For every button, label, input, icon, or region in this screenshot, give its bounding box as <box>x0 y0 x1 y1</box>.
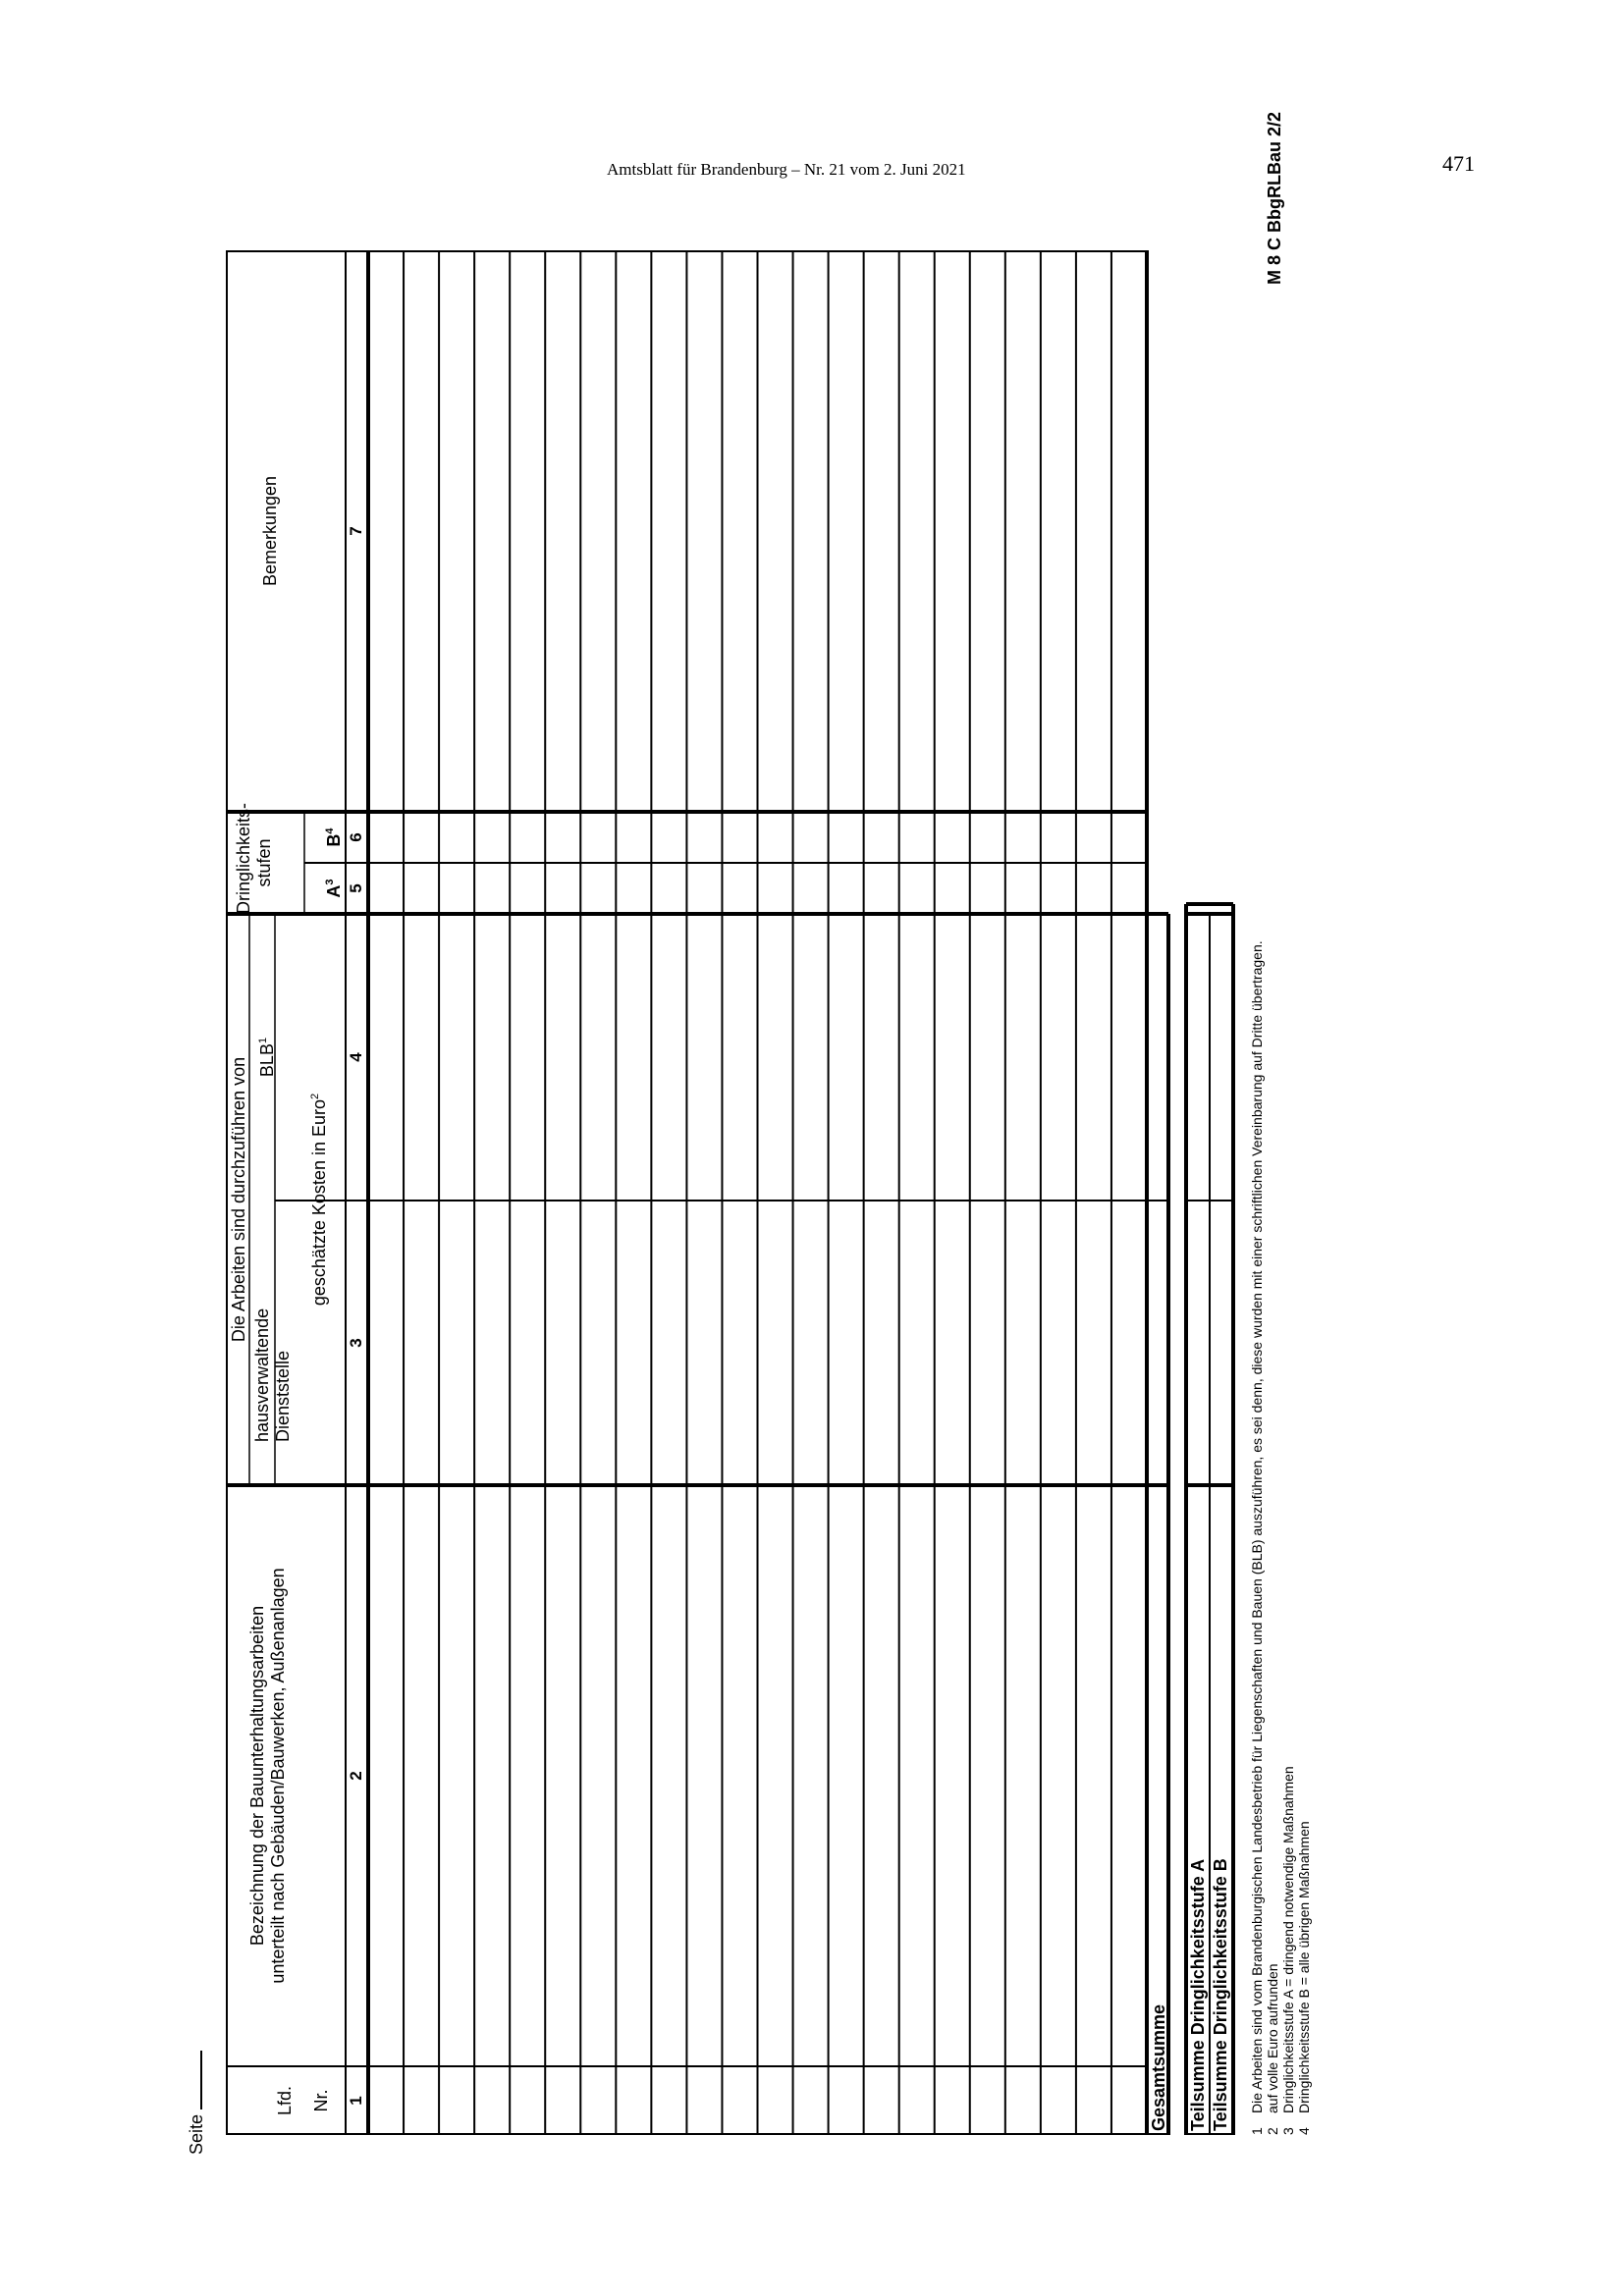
col-number-6: 6 <box>347 832 365 842</box>
col-number-7: 7 <box>347 526 365 536</box>
col-number-1: 1 <box>347 2096 365 2106</box>
col-number-5: 5 <box>347 883 365 893</box>
col-stufe-b-label: $B^4$ <box>324 828 344 847</box>
col-bemerkungen-label: Bemerkungen <box>260 475 280 587</box>
col-blb-label: BLB$^1$ <box>257 1037 277 1078</box>
col-number-2: 2 <box>347 1771 365 1781</box>
form-grid <box>226 250 1286 2135</box>
page-number: 471 <box>1442 151 1475 176</box>
col-bezeichnung-label: Bezeichnung der Bauunterhaltungsarbeiten unterteilt nach Gebäuden/Bauwerken, Außenanlagen <box>247 1568 288 1984</box>
footnote-2: 2auf volle Euro aufrunden <box>1265 1963 1281 2135</box>
col-kosten-label: geschätzte Kosten in Euro$^2$ <box>309 1093 329 1307</box>
side-label-wrap <box>1265 112 1285 285</box>
col-stufe-a-label: $A^3$ <box>324 879 344 898</box>
side-label: M 8 C BbgRLBau 2/2 <box>1265 111 1284 285</box>
col-number-3: 3 <box>347 1338 365 1348</box>
seite-blank <box>200 2051 202 2109</box>
teilsumme-b-label: Teilsumme Dringlichkeitsstufe B <box>1211 1858 1230 2131</box>
col-arbeiten-header: Die Arbeiten sind durchzuführen von <box>229 1056 248 1343</box>
gesamtsumme-label: Gesamtsumme <box>1149 2003 1168 2131</box>
header-title: Amtsblatt für Brandenburg – Nr. 21 vom 2. Juni 2021 <box>607 160 966 179</box>
col-lfd-label: Lfd. Nr. <box>275 2085 331 2116</box>
footnote-4: 4Dringlichkeitsstufe B = alle übrigen Maßnahmen <box>1296 1821 1313 2135</box>
teilsumme-a-label: Teilsumme Dringlichkeitsstufe A <box>1188 1858 1208 2131</box>
seite-label: Seite <box>187 2051 207 2155</box>
col-hausverwaltende-label: hausverwaltende Dienststelle <box>252 1308 293 1442</box>
col-number-4: 4 <box>347 1052 365 1062</box>
footnotes <box>1249 898 1312 2135</box>
footnote-1: 1Die Arbeiten sind vom Brandenburgischen Landesbetrieb für Liegenschaften und Bauen (BLB) auszuführen, es sei denn, diese wurden mit einer schriftlichen Vereinbarung auf Dritte übertragen. <box>1249 940 1265 2135</box>
col-dringlichkeit-label: Dringlichkeits- stufen <box>234 802 274 914</box>
footnote-3: 3Dringlichkeitsstufe A = dringend notwendige Maßnahmen <box>1280 1766 1297 2135</box>
